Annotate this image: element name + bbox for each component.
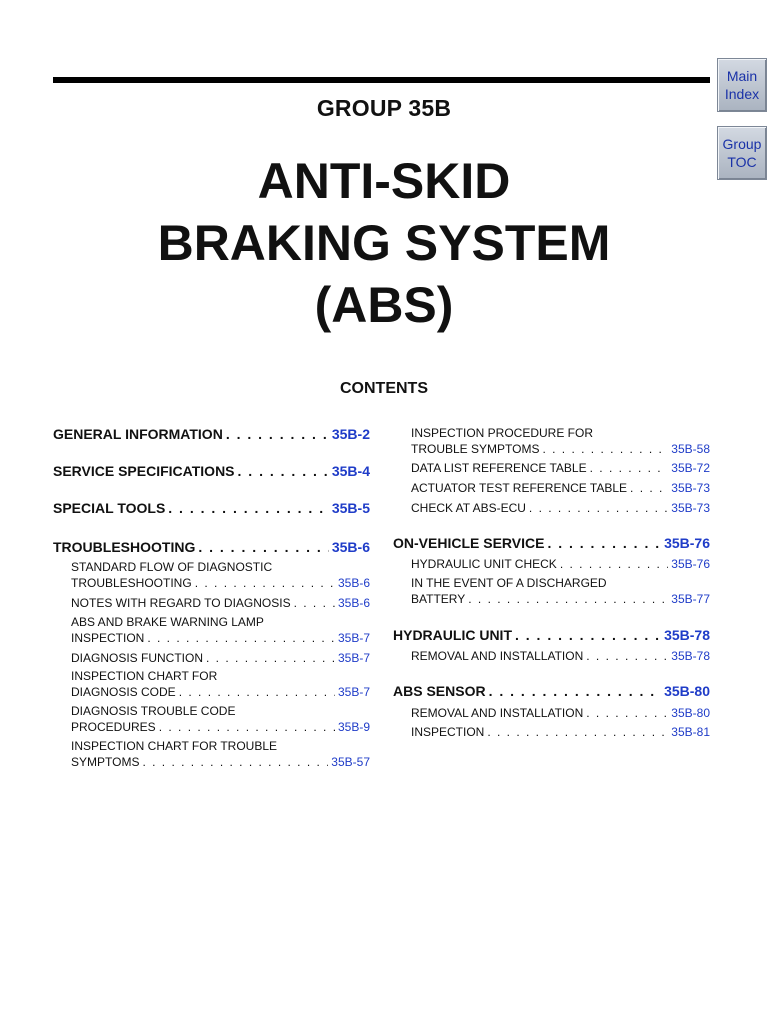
toc-special-tools[interactable]: SPECIAL TOOLS . . . 35B-5 <box>53 499 370 517</box>
toc-sub-line: ABS AND BRAKE WARNING LAMP <box>71 615 264 629</box>
toc-page-link[interactable]: 35B-80 <box>664 683 710 699</box>
toc-trouble-code-procedures[interactable]: PROCEDURES . . . 35B-9 <box>71 719 370 735</box>
toc-page-link[interactable]: 35B-7 <box>337 631 370 645</box>
title-line-2: BRAKING SYSTEM <box>157 215 611 271</box>
toc-page-link[interactable]: 35B-78 <box>664 627 710 643</box>
toc-page-link[interactable]: 35B-6 <box>337 576 370 590</box>
group-label: GROUP 35B <box>316 95 452 121</box>
toc-page-link[interactable]: 35B-6 <box>337 596 370 610</box>
toc-page-link[interactable]: 35B-73 <box>671 481 710 495</box>
top-rule <box>53 77 710 83</box>
title-line-1: ANTI-SKID <box>257 153 511 209</box>
toc-page-link[interactable]: 35B-77 <box>671 592 710 606</box>
toc-on-vehicle-service[interactable]: ON-VEHICLE SERVICE . . . 35B-76 <box>393 534 710 552</box>
toc-page-link[interactable]: 35B-76 <box>664 535 710 551</box>
group-toc-line2: TOC <box>727 154 757 170</box>
toc-page-link[interactable]: 35B-5 <box>331 500 370 516</box>
toc-page-link[interactable]: 35B-4 <box>331 463 370 479</box>
toc-abs-sensor-inspection[interactable]: INSPECTION . . . 35B-81 <box>411 724 710 740</box>
group-toc-line1: Group <box>722 136 762 152</box>
toc-page-link[interactable]: 35B-6 <box>331 539 370 555</box>
toc-abs-sensor[interactable]: ABS SENSOR . . . 35B-80 <box>393 682 710 700</box>
toc-page-link[interactable]: 35B-9 <box>337 720 370 734</box>
toc-sub-line: INSPECTION CHART FOR TROUBLE <box>71 739 278 753</box>
toc-page-link[interactable]: 35B-73 <box>671 501 710 515</box>
toc-check-abs-ecu[interactable]: CHECK AT ABS-ECU . . . 35B-73 <box>411 500 710 516</box>
toc-page-link[interactable]: 35B-57 <box>331 755 370 769</box>
toc-sub-line: STANDARD FLOW OF DIAGNOSTIC <box>71 560 273 574</box>
toc-page-link[interactable]: 35B-81 <box>671 725 710 739</box>
main-index-line1: Main <box>726 68 758 84</box>
page-title <box>0 150 768 336</box>
toc-general-information[interactable]: GENERAL INFORMATION . . . 35B-2 <box>53 425 370 443</box>
toc-warning-lamp[interactable]: INSPECTION . . . 35B-7 <box>71 630 370 646</box>
toc-chart-diagnosis-code[interactable]: DIAGNOSIS CODE . . . 35B-7 <box>71 684 370 700</box>
toc-page-link[interactable]: 35B-7 <box>337 685 370 699</box>
toc-hydraulic-unit[interactable]: HYDRAULIC UNIT . . . 35B-78 <box>393 626 710 644</box>
toc-sub-line: DIAGNOSIS TROUBLE CODE <box>71 704 236 718</box>
toc-data-list-table[interactable]: DATA LIST REFERENCE TABLE . . . 35B-72 <box>411 460 710 476</box>
toc-sub-line: INSPECTION PROCEDURE FOR <box>411 426 594 440</box>
toc-page-link[interactable]: 35B-76 <box>671 557 710 571</box>
toc-troubleshooting[interactable]: TROUBLESHOOTING . . . 35B-6 <box>53 538 370 556</box>
toc-standard-flow[interactable]: TROUBLESHOOTING . . . 35B-6 <box>71 575 370 591</box>
toc-hydraulic-removal[interactable]: REMOVAL AND INSTALLATION . . . 35B-78 <box>411 648 710 664</box>
toc-page-link[interactable]: 35B-7 <box>337 651 370 665</box>
toc-hydraulic-unit-check[interactable]: HYDRAULIC UNIT CHECK . . . 35B-76 <box>411 556 710 572</box>
toc-sub-line: INSPECTION CHART FOR <box>71 669 218 683</box>
toc-procedure-trouble-symptoms[interactable]: TROUBLE SYMPTOMS . . . 35B-58 <box>411 441 710 457</box>
toc-actuator-test-table[interactable]: ACTUATOR TEST REFERENCE TABLE . . . 35B-73 <box>411 480 710 496</box>
toc-discharged-battery[interactable]: BATTERY . . . 35B-77 <box>411 591 710 607</box>
contents-heading: CONTENTS <box>340 380 428 397</box>
main-index-line2: Index <box>724 86 760 102</box>
toc-page-link[interactable]: 35B-78 <box>671 649 710 663</box>
toc-page-link[interactable]: 35B-80 <box>671 706 710 720</box>
toc-chart-trouble-symptoms[interactable]: SYMPTOMS . . . 35B-57 <box>71 754 370 770</box>
title-line-3: (ABS) <box>314 277 454 333</box>
toc-notes-diagnosis[interactable]: NOTES WITH REGARD TO DIAGNOSIS . . . 35B-6 <box>71 595 370 611</box>
toc-page-link[interactable]: 35B-58 <box>671 442 710 456</box>
toc-diagnosis-function[interactable]: DIAGNOSIS FUNCTION . . . 35B-7 <box>71 650 370 666</box>
toc-page-link[interactable]: 35B-2 <box>331 426 370 442</box>
toc-page-link[interactable]: 35B-72 <box>671 461 710 475</box>
toc-abs-sensor-removal[interactable]: REMOVAL AND INSTALLATION . . . 35B-80 <box>411 705 710 721</box>
toc-service-specifications[interactable]: SERVICE SPECIFICATIONS . . . 35B-4 <box>53 462 370 480</box>
toc-sub-line: IN THE EVENT OF A DISCHARGED <box>411 576 607 590</box>
